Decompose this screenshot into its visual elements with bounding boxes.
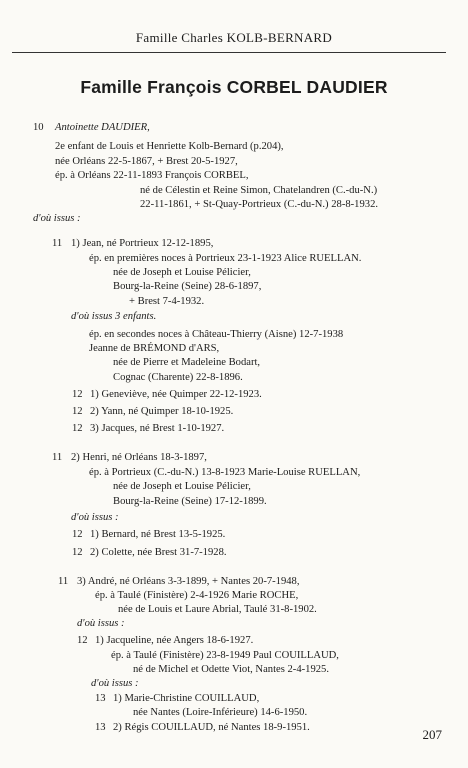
entry-line: ép. à Taulé (Finistère) 2-4-1926 Marie ROCHE, [95,590,299,601]
grandchild-entry: 2) Régis COUILLAUD, né Nantes 18-9-1951. [113,722,310,733]
child-entry: 1) Geneviève, née Quimper 22-12-1923. [90,389,262,400]
entry-number: 11 [52,238,63,249]
entry-line: née Orléans 22-5-1867, + Brest 20-5-1927, [55,156,238,167]
child-number: 12 [72,529,83,540]
entry-line: Bourg-la-Reine (Seine) 28-6-1897, [113,281,262,292]
issue-label: d'où issus : [77,618,125,629]
entry-line: née de Joseph et Louise Pélicier, [113,267,251,278]
entry-name: Antoinette DAUDIER, [55,122,150,133]
entry-line: né de Michel et Odette Viot, Nantes 2-4-1925. [133,664,329,675]
entry-line: ép. à Portrieux (C.-du-N.) 13-8-1923 Marie-Louise RUELLAN, [89,467,361,478]
page-number: 207 [422,727,442,742]
child-entry: 2) Yann, né Quimper 18-10-1925. [90,406,234,417]
entry-line: né de Célestin et Reine Simon, Chatelandren (C.-du-N.) [140,185,378,196]
entry-line: Cognac (Charente) 22-8-1896. [113,372,243,383]
entry-line: 1) Jean, né Portrieux 12-12-1895, [71,238,214,249]
entry-number: 10 [33,122,44,133]
child-entry: 3) Jacques, né Brest 1-10-1927. [90,423,225,434]
entry-line: Jeanne de BRÉMOND d'ARS, [89,343,220,354]
running-head: Famille Charles KOLB-BERNARD [135,30,333,45]
issue-label: d'où issus : [71,512,119,523]
entry-line: 3) André, né Orléans 3-3-1899, + Nantes 20-7-1948, [77,576,300,587]
entry-line: ép. en secondes noces à Château-Thierry (Aisne) 12-7-1938 [89,329,344,340]
child-entry: 2) Colette, née Brest 31-7-1928. [90,547,227,558]
entry-line: ép. à Taulé (Finistère) 23-8-1949 Paul COUILLAUD, [111,650,339,661]
child-number: 12 [72,406,83,417]
header-rule [12,52,446,53]
entry-line: ép. en premières noces à Portrieux 23-1-1923 Alice RUELLAN. [89,253,362,264]
entry-line: + Brest 7-4-1932. [129,296,205,307]
family-title: Famille François CORBEL DAUDIER [80,77,388,97]
child-number: 12 [77,635,88,646]
entry-line: née de Joseph et Louise Pélicier, [113,481,251,492]
entry-line: ép. à Orléans 22-11-1893 François CORBEL, [55,170,249,181]
entry-line: 2) Henri, né Orléans 18-3-1897, [71,452,207,463]
child-number: 12 [72,547,83,558]
child-entry: 1) Bernard, né Brest 13-5-1925. [90,529,226,540]
grandchild-entry: née Nantes (Loire-Inférieure) 14-6-1950. [133,707,308,718]
entry-number: 11 [58,576,69,587]
grandchild-number: 13 [95,693,106,704]
child-number: 12 [72,389,83,400]
grandchild-entry: 1) Marie-Christine COUILLAUD, [113,693,260,704]
entry-line: Bourg-la-Reine (Seine) 17-12-1899. [113,496,267,507]
entry-line: née de Louis et Laure Abrial, Taulé 31-8-1902. [118,604,317,615]
issue-label: d'où issus : [91,678,139,689]
entry-line: 1) Jacqueline, née Angers 18-6-1927. [95,635,254,646]
issue-label: d'où issus 3 enfants. [71,311,157,322]
entry-line: 2e enfant de Louis et Henriette Kolb-Bernard (p.204), [55,141,284,152]
entry-line: 22-11-1861, + St-Quay-Portrieux (C.-du-N.) 28-8-1932. [140,199,379,210]
entry-line: née de Pierre et Madeleine Bodart, [113,357,261,368]
child-number: 12 [72,423,83,434]
grandchild-number: 13 [95,722,106,733]
entry-number: 11 [52,452,63,463]
issue-label: d'où issus : [33,213,81,224]
